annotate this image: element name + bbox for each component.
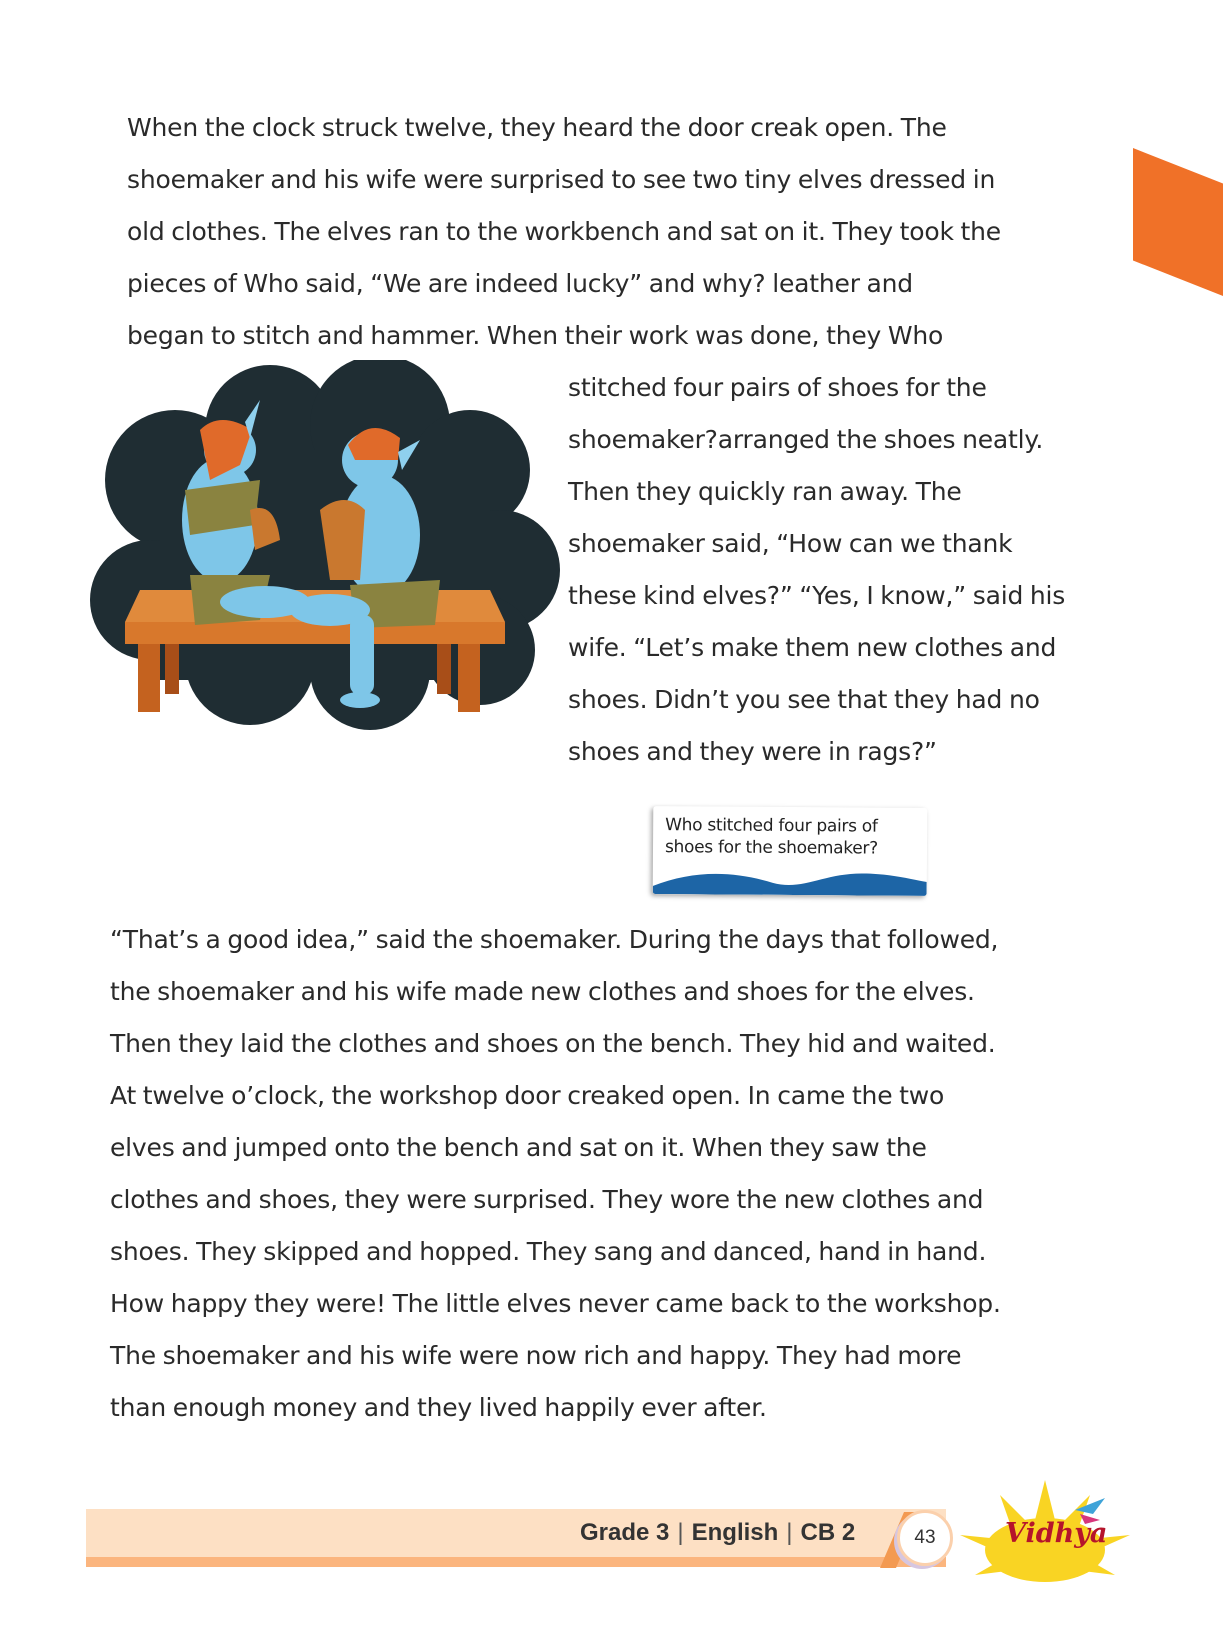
footer-band-dark [86, 1557, 946, 1567]
story-line: than enough money and they lived happily ever after. [110, 1393, 767, 1422]
story-line: the shoemaker and his wife made new clothes and shoes for the elves. [110, 977, 975, 1006]
story-line: When the clock struck twelve, they heard the door creak open. The [127, 113, 947, 142]
wave-decoration-icon [653, 864, 927, 896]
story-line: At twelve o’clock, the workshop door creaked open. In came the two [110, 1081, 945, 1110]
story-line: shoemaker?arranged the shoes neatly. [568, 425, 1044, 454]
chapter-tab-marker [1133, 148, 1223, 296]
story-line: shoemaker said, “How can we thank [568, 529, 1013, 558]
footer-separator: | [786, 1519, 793, 1546]
story-line: pieces of Who said, “We are indeed lucky” and why? leather and [127, 269, 913, 298]
page-number: 43 [897, 1510, 953, 1566]
story-line: began to stitch and hammer. When their work was done, they Who [127, 321, 944, 350]
elves-illustration [80, 360, 570, 740]
vidhya-logo-text: Vidhya [1005, 1518, 1108, 1549]
footer-separator: | [677, 1519, 684, 1546]
callout-question-text: Who stitched four pairs of shoes for the shoemaker? [664, 815, 878, 859]
story-line: shoes and they were in rags?” [568, 737, 937, 766]
footer-subject: English [691, 1519, 779, 1546]
story-line: elves and jumped onto the bench and sat on it. When they saw the [110, 1133, 927, 1162]
story-line: shoes. Didn’t you see that they had no [568, 685, 1040, 714]
story-line: old clothes. The elves ran to the workbench and sat on it. They took the [127, 217, 1001, 246]
story-line: “That’s a good idea,” said the shoemaker. During the days that followed, [110, 925, 999, 954]
story-line: shoes. They skipped and hopped. They sang and danced, hand in hand. [110, 1237, 987, 1266]
footer-book-info [580, 1519, 855, 1547]
story-line: wife. “Let’s make them new clothes and [568, 633, 1057, 662]
story-line: stitched four pairs of shoes for the [568, 373, 987, 402]
story-line: these kind elves?” “Yes, I know,” said his [568, 581, 1066, 610]
story-line: shoemaker and his wife were surprised to see two tiny elves dressed in [127, 165, 996, 194]
story-line: clothes and shoes, they were surprised. They wore the new clothes and [110, 1185, 984, 1214]
story-line: Then they laid the clothes and shoes on the bench. They hid and waited. [110, 1029, 996, 1058]
footer-grade: Grade 3 [580, 1519, 670, 1546]
footer-book: CB 2 [800, 1519, 856, 1546]
story-line: How happy they were! The little elves never came back to the workshop. [110, 1289, 1001, 1318]
story-line: Then they quickly ran away. The [568, 477, 962, 506]
question-callout [653, 806, 928, 896]
story-line: The shoemaker and his wife were now rich and happy. They had more [110, 1341, 962, 1370]
